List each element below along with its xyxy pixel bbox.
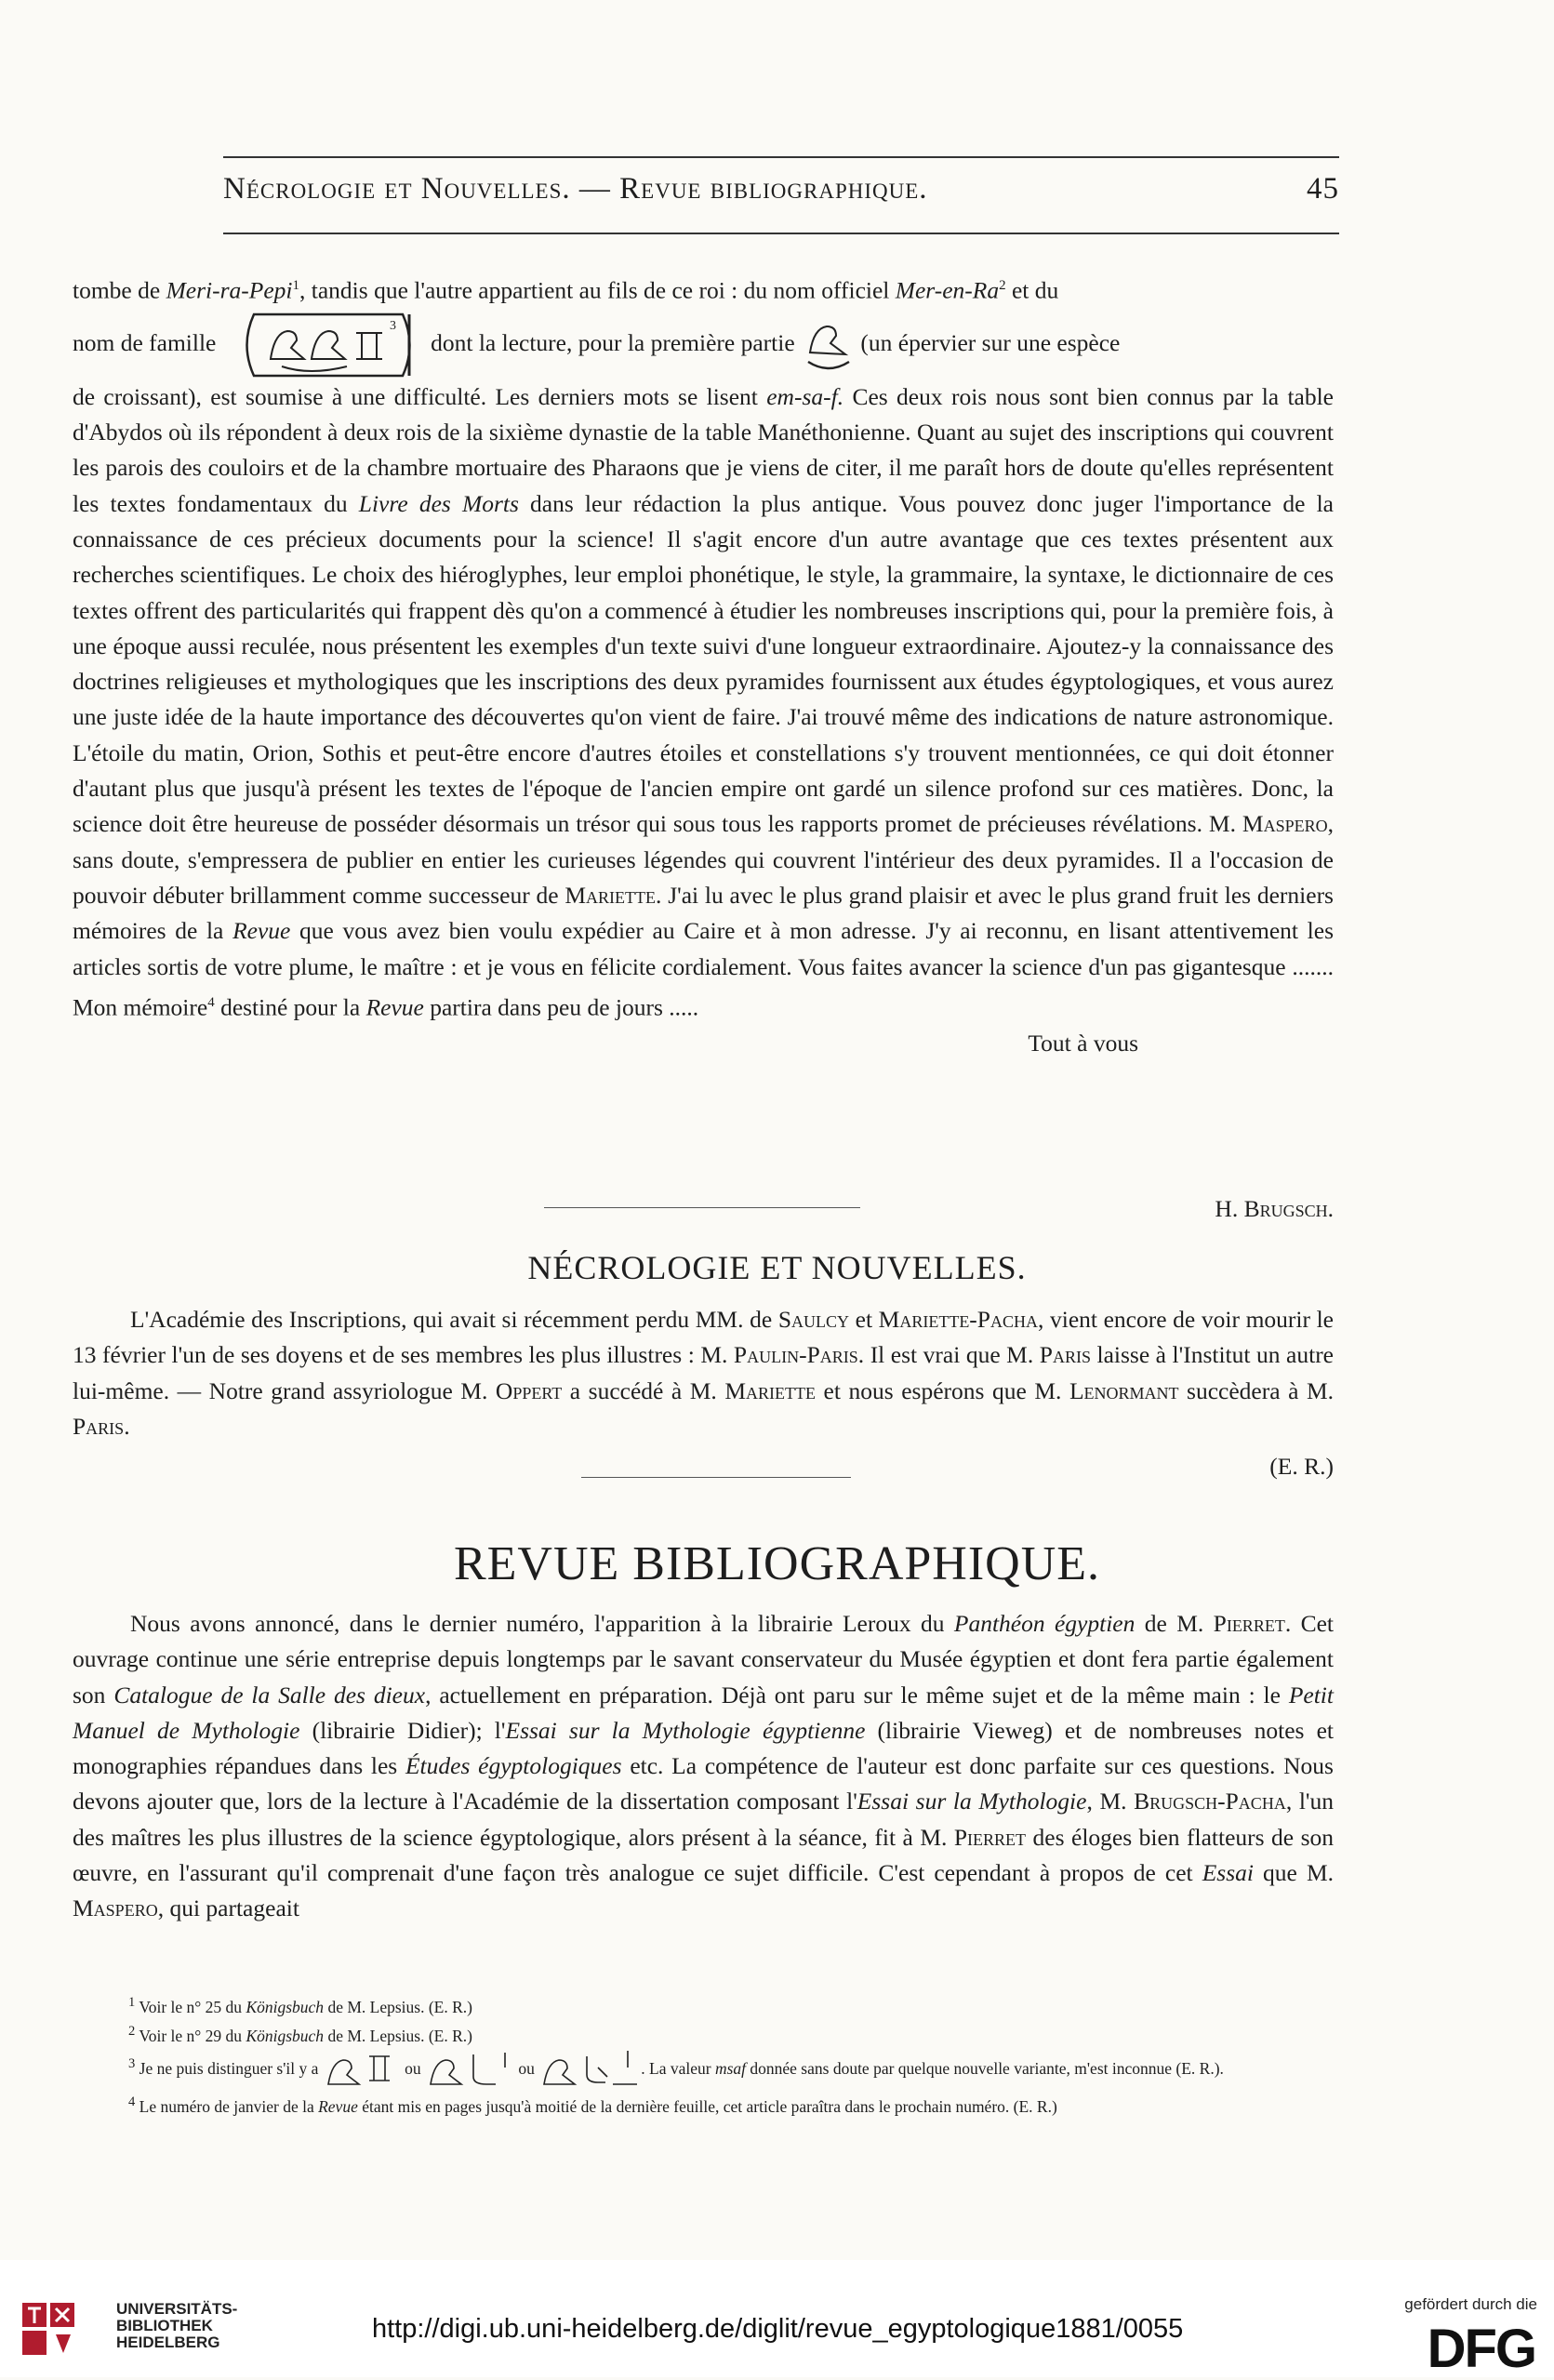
text-run: ou bbox=[518, 2058, 535, 2078]
person-name: Mariette bbox=[724, 1376, 817, 1404]
text-run: . bbox=[124, 1412, 130, 1440]
book-title: Königsbuch bbox=[246, 1997, 325, 2016]
header-rule bbox=[223, 233, 1339, 234]
text-run: (librairie Vieweg) et de nombreuses notes et monographies répandues dans les bbox=[73, 1716, 1334, 1780]
book-title: Königsbuch bbox=[246, 2026, 325, 2045]
digitization-footer bbox=[0, 2260, 1554, 2377]
text-run: Je ne puis distinguer s'il y a bbox=[135, 2058, 319, 2078]
book-title: Essai sur la Mythologie bbox=[857, 1788, 1087, 1815]
journal-title: Revue bbox=[318, 2097, 358, 2117]
revue-text bbox=[73, 1606, 1334, 1927]
footnotes bbox=[73, 1990, 1334, 2119]
book-title: Petit Manuel de Mythologie bbox=[73, 1681, 1334, 1744]
letter-paragraph bbox=[73, 268, 1334, 1026]
letter-signature-block bbox=[73, 1191, 1334, 1227]
necrologie-signature: (E. R.) bbox=[1269, 1453, 1334, 1480]
text-run: de M. Lepsius. (E. R.) bbox=[324, 2026, 472, 2045]
text-run: (librairie Didier); l' bbox=[299, 1716, 506, 1744]
footnote-number: 2 bbox=[128, 2023, 136, 2039]
library-name-line: BIBLIOTHEK bbox=[116, 2317, 213, 2334]
text-run: dont la lecture, pour la première partie bbox=[431, 328, 795, 356]
person-name: Maspero bbox=[1242, 810, 1328, 838]
footnote-ref: 1 bbox=[292, 278, 300, 293]
book-title: Livre des Morts bbox=[358, 489, 519, 517]
text-run: laisse à l'Institut un autre lui-même. — Notre grand assyriologue M. bbox=[73, 1341, 1334, 1404]
footnote-number: 1 bbox=[128, 1995, 136, 2010]
footnote-number: 4 bbox=[128, 2094, 136, 2110]
text-run: , actuellement en préparation. Déjà ont paru sur le même sujet et de la même main : le bbox=[425, 1681, 1289, 1709]
text-run: partira dans peu de jours ..... bbox=[423, 993, 699, 1021]
text-run: et nous espérons que M. bbox=[816, 1376, 1069, 1404]
letter-signature: H. Brugsch. bbox=[1215, 1195, 1334, 1222]
hieroglyph-variant-2-icon bbox=[425, 2049, 514, 2090]
cartouche-icon bbox=[226, 311, 421, 379]
text-run: L'Académie des Inscriptions, qui avait si récemment perdu MM. de bbox=[130, 1306, 778, 1333]
top-rule bbox=[223, 156, 1339, 158]
book-title: Essai bbox=[1202, 1859, 1254, 1887]
revue-paragraph bbox=[73, 1606, 1334, 1927]
book-title: Catalogue de la Salle des dieux bbox=[113, 1681, 426, 1709]
text-run: Le numéro de janvier de la bbox=[135, 2097, 319, 2117]
library-name bbox=[116, 2301, 237, 2351]
text-run: tombe de bbox=[73, 276, 166, 304]
text-run: , M. bbox=[1086, 1788, 1135, 1815]
book-title: Panthéon égyptien bbox=[953, 1610, 1136, 1637]
footnote-ref: 4 bbox=[207, 994, 215, 1010]
royal-name: Meri-ra-Pepi bbox=[166, 276, 293, 304]
text-run: nom de famille bbox=[73, 328, 217, 356]
footnote-ref: 3 bbox=[389, 318, 396, 333]
hieroglyph-variant-1-icon bbox=[323, 2049, 401, 2090]
person-name: Paris bbox=[1039, 1341, 1091, 1369]
footnote-number: 3 bbox=[128, 2055, 136, 2071]
person-name: Mariette bbox=[564, 881, 657, 909]
person-name: Saulcy bbox=[777, 1306, 849, 1333]
hieroglyph-variant-3-icon bbox=[538, 2049, 641, 2090]
book-title: Essai sur la Mythologie égyptienne bbox=[505, 1716, 866, 1744]
text-run: , vient encore de voir mourir le 13 février l'un de ses doyens et de ses membres les plus illustres : M. bbox=[73, 1306, 1334, 1369]
revue-title: REVUE BIBLIOGRAPHIQUE. bbox=[453, 1537, 1101, 1590]
text-run: succèdera à M. bbox=[1178, 1376, 1335, 1404]
text-run: , sans doute, s'empressera de publier en entier les curieuses légendes qui couvrent l'intérieur des deux pyramides. Il a l'occasion de pouvoir débuter brillamment comme successeur de bbox=[73, 810, 1334, 909]
person-name: Mariette-Pacha bbox=[878, 1306, 1038, 1333]
necrologie-text bbox=[73, 1302, 1334, 1444]
text-run: . Il est vrai que M. bbox=[857, 1341, 1040, 1369]
text-run: donnée sans doute par quelque nouvelle variante, m'est inconnue (E. R.). bbox=[746, 2058, 1224, 2078]
text-run: etc. La compétence de l'auteur est donc parfaite sur ces questions. Nous devons ajouter que, lors de la lecture à l'Académie de la dissertation composant l' bbox=[73, 1752, 1334, 1815]
necrologie-signature-block bbox=[73, 1449, 1334, 1484]
text-run: que vous avez bien voulu expédier au Caire et à mon adresse. J'y ai reconnu, en lisant attentivement les articles sortis de votre plume, le maître : et je vous en félicite cordialement. Vous faites avancer la science d'un pas gigantesque ....... Mon mémoire bbox=[73, 917, 1334, 1021]
text-run: des éloges bien flatteurs de son œuvre, en l'assurant qu'il comprenait d'une façon très analogue ce sujet difficile. C'est cependant à propos de cet bbox=[73, 1823, 1335, 1887]
text-run: . J'ai lu avec le plus grand plaisir et avec le plus grand fruit les derniers mémoires de la bbox=[73, 881, 1334, 945]
text-run: destiné pour la bbox=[214, 993, 366, 1021]
dfg-logo[interactable]: DFG bbox=[1427, 2319, 1535, 2379]
page-number: 45 bbox=[1307, 172, 1339, 206]
necrologie-title: NÉCROLOGIE ET NOUVELLES. bbox=[527, 1249, 1027, 1286]
text-run: (un épervier sur une espèce bbox=[860, 328, 1121, 356]
person-name: Maspero bbox=[73, 1895, 158, 1922]
permalink-url[interactable]: http://digi.ub.uni-heidelberg.de/diglit/revue_egyptologique1881/0055 bbox=[372, 2314, 1184, 2344]
footnote-2 bbox=[73, 2019, 1334, 2048]
footnote-ref: 2 bbox=[999, 278, 1006, 293]
library-name-line: UNIVERSITÄTS- bbox=[116, 2300, 238, 2318]
text-run: . La valeur bbox=[641, 2058, 715, 2078]
person-name: Paris bbox=[73, 1412, 125, 1440]
journal-title: Revue bbox=[232, 917, 291, 945]
running-title: Nécrologie et Nouvelles. — Revue bibliographique. bbox=[223, 172, 928, 206]
text-run: a succédé à M. bbox=[562, 1376, 725, 1404]
university-library-logo[interactable] bbox=[19, 2297, 107, 2358]
book-title: Études égyptologiques bbox=[405, 1752, 622, 1780]
person-name: Lenormant bbox=[1069, 1376, 1179, 1404]
text-run: de croissant), est soumise à une difficulté. Les derniers mots se lisent bbox=[73, 382, 767, 410]
footnote-4 bbox=[73, 2090, 1334, 2119]
journal-title: Revue bbox=[365, 993, 424, 1021]
text-run: ou bbox=[405, 2058, 421, 2078]
person-name: Paulin-Paris bbox=[733, 1341, 858, 1369]
text-run: de M. Lepsius. (E. R.) bbox=[324, 1997, 472, 2016]
text-run: Ces deux rois nous sont bien connus par la table d'Abydos où ils répondent à deux rois de la sixième dynastie de la table Manéthonienne. Quant au sujet des inscriptions qui couvrent les parois des couloirs et de la chambre mortuaire des Pharaons que je viens de citer, il me paraît hors de doute qu'elles représentent les textes fondamentaux du bbox=[73, 382, 1335, 517]
falcon-crescent-icon bbox=[801, 315, 855, 375]
text-run: , l'un des maîtres les plus illustres de la science égyptologique, alors présent à la séance, fit à M. bbox=[73, 1788, 1334, 1851]
text-run: , qui partageait bbox=[157, 1895, 299, 1922]
text-run: Voir le n° 25 du bbox=[135, 1997, 246, 2016]
person-name: Brugsch-Pacha bbox=[1134, 1788, 1286, 1815]
text-run: et du bbox=[1005, 276, 1059, 304]
library-name-line: HEIDELBERG bbox=[116, 2333, 220, 2351]
person-name: Pierret bbox=[953, 1823, 1027, 1851]
person-name: Oppert bbox=[495, 1376, 563, 1404]
transliteration: em-sa-f. bbox=[766, 382, 844, 410]
transliteration: msaf bbox=[714, 2058, 747, 2078]
text-run: Voir le n° 29 du bbox=[135, 2026, 246, 2045]
person-name: Pierret bbox=[1213, 1610, 1285, 1637]
text-run: étant mis en pages jusqu'à moitié de la dernière feuille, cet article paraîtra dans le prochain numéro. (E. R.) bbox=[357, 2097, 1057, 2117]
footnote-1 bbox=[73, 1990, 1334, 2019]
necrologie-paragraph bbox=[73, 1302, 1334, 1444]
text-run: dans leur rédaction la plus antique. Vous pouvez donc juger l'importance de la connaissance de ces précieux documents pour la science! Il s'agit encore d'un autre avantage que ces textes présentent aux recherches scientifiques. Le choix des hiéroglyphes, leur emploi phonétique, le style, la grammaire, la syntaxe, le dictionnaire de ces textes offrent des particularités qui frappent dès qu'on a commencé à étudier les nombreuses inscriptions qui, pour la première fois, à une époque aussi reculée, nous présentent les exemples d'un texte suivi d'une longueur extraordinaire. Ajoutez-y la connaissance des doctrines religieuses et mythologiques que les inscriptions des deux pyramides fournissent aux études égyptologiques, et vous aurez une juste idée de la haute importance des découvertes qu'on vient de faire. J'ai trouvé même des indications de nature astronomique. L'étoile du matin, Orion, Sothis et peut-être encore d'autres étoiles et constellations s'y trouvent mentionnées, ce qui doit étonner d'autant plus que jusqu'à présent les textes de l'époque de l'ancien empire ont gardé un silence profond sur ces matières. Donc, la science doit être heureuse de posséder désormais un trésor qui sous tous les rapports promet de précieuses révélations. M. bbox=[73, 489, 1335, 838]
text-run: , tandis que l'autre appartient au fils de ce roi : du nom officiel bbox=[299, 276, 896, 304]
funding-label: gefördert durch die bbox=[1404, 2295, 1537, 2313]
text-run: . Cet ouvrage continue une série entreprise depuis longtemps par le savant conservateur du Musée égyptien et dont fera partie également son bbox=[73, 1610, 1334, 1709]
text-run: que M. bbox=[1253, 1859, 1334, 1887]
footnote-3 bbox=[73, 2048, 1334, 2091]
text-run: de M. bbox=[1135, 1610, 1214, 1637]
royal-name: Mer-en-Ra bbox=[895, 276, 1000, 304]
text-run: et bbox=[849, 1306, 879, 1333]
text-run: Nous avons annoncé, dans le dernier numéro, l'apparition à la librairie Leroux du bbox=[130, 1610, 954, 1637]
closing-line: Tout à vous bbox=[1028, 1029, 1138, 1057]
letter-text bbox=[73, 268, 1334, 1061]
